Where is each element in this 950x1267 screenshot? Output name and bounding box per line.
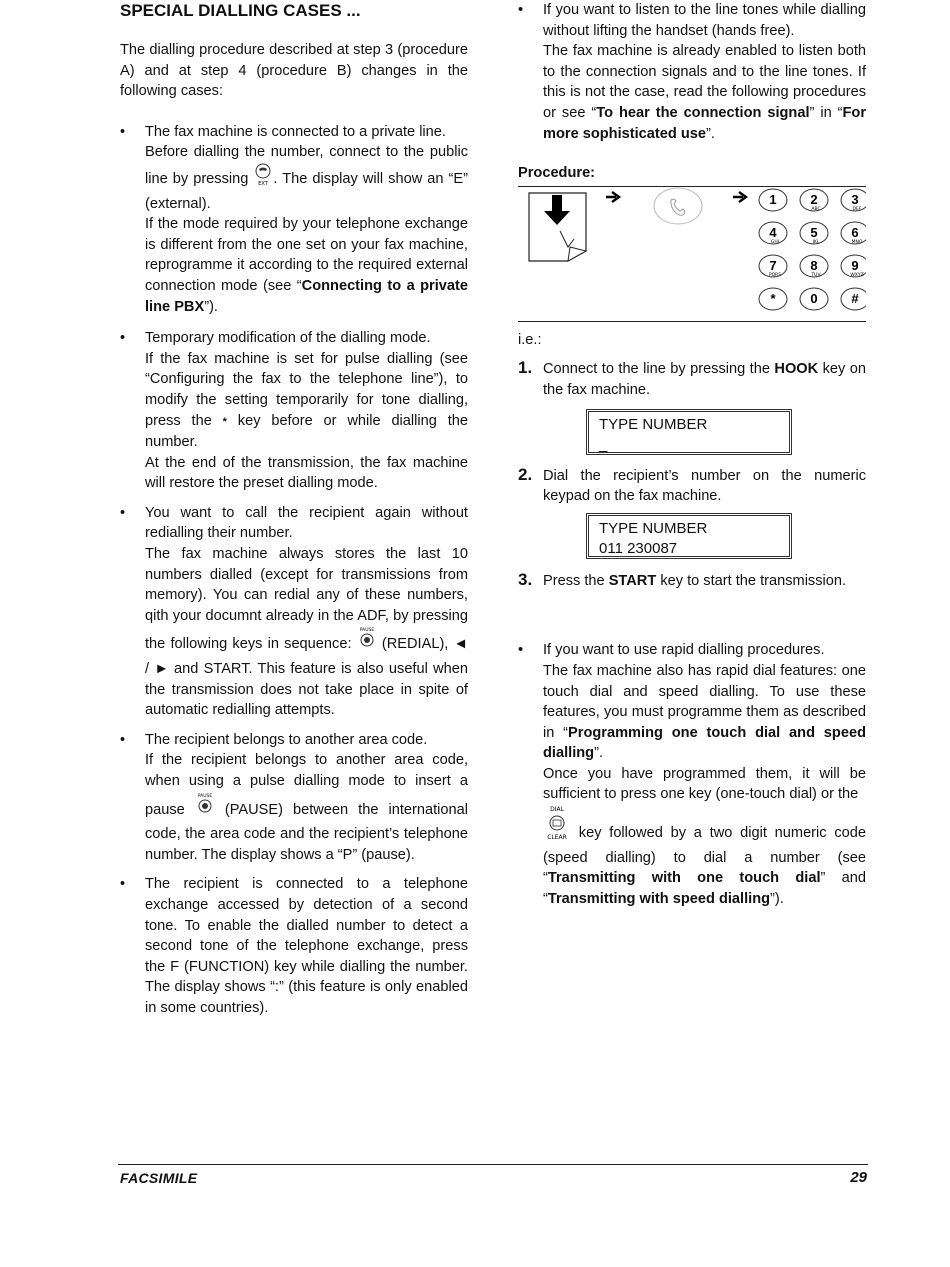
bullet-second-tone: • The recipient is connected to a telephone exchange accessed by detection of a second tone. To enable the dialled number to detect a second tone of the telephone exchange, press the F (FUNCTION) key while dialling the number. The display shows “:” (this feature is only enabled in some countries). [120,874,468,1018]
ref-speed-dialling: Transmitting with speed dialling [547,890,771,907]
keypad-key-star [759,288,787,310]
start-key-ref: START [608,572,657,589]
svg-text:PAUSE: PAUSE [197,793,213,799]
numeric-keypad [759,189,866,310]
keypad-key-letters: DEF [852,206,862,212]
keypad-key-3 [841,189,866,212]
keypad-key-label: 9 [851,257,859,273]
hook-key-icon [654,188,702,224]
keypad-key-label: 1 [769,191,777,207]
lcd-display-2: TYPE NUMBER 011 230087 [586,513,792,559]
keypad-key-label: 5 [810,224,818,240]
keypad-key-letters: TUV [811,272,821,278]
keypad-key-2 [800,189,828,212]
keypad-key-hash [841,288,866,310]
bullet-lead: • The recipient belongs to another area code. [145,731,428,748]
ext-key-icon [253,163,273,194]
document-insert-icon [529,193,586,261]
keypad-key-5 [800,222,828,245]
bullet-redial: • You want to call the recipient again without redialling their number. The fax machine always stores the last 10 numbers dialled (except for transmissions from memory). You can redial any of these numbers, qith your documnt already in the ADF, by pressing the following keys in sequence: PAUSE (REDIAL), ◄ / ► and START. This feature is also useful when the transmission does not take place in spite of automatic redialling attempts. [120,503,468,721]
step-1: 1. Connect to the line by pressing the HOOK key on the fax machine. [518,358,866,398]
bullet-rapid-dialling: • If you want to use rapid dialling procedures. The fax machine also has rapid dial features: one touch dial and speed dialling. To use these features, you must programme them as described in “Programming one touch dial and speed dialling”. Once you have programmed them, it will be sufficient to press one key (one-touch dial) or the DIAL CLEAR key followed by a two digit numeric code (speed dialling) to dial a number (see “Transmitting with one touch dial” and “Transmitting with speed dialling”). [518,640,866,909]
section-title: SPECIAL DIALLING CASES ... [120,1,361,20]
dial-clear-key-icon [543,805,571,848]
ref-private-line: Connecting to a private line PBX [145,277,468,315]
keypad-key-letters: GHI [770,239,780,245]
bullet-lead: • Temporary modification of the dialling mode. [145,330,431,347]
star-key-icon: * [222,415,227,428]
step-2: 2. Dial the recipient’s number on the numeric keypad on the fax machine. [518,464,866,505]
arrow-right-icon [606,192,619,202]
procedure-diagram [518,186,866,322]
keypad-key-1 [759,189,787,211]
arrow-right-icon [733,192,746,202]
procedure-svg [518,187,866,321]
keypad-key-label: 6 [851,224,859,240]
keypad-key-label: 7 [769,257,777,273]
bullet-dialling-mode: • Temporary modification of the dialling mode. If the fax machine is set for pulse dialling (see “Configuring the fax to the telephone line”), to modify the setting temporarily for tone dialling, press the * key before or while dialling the number. At the end of the transmission, the fax machine will restore the preset dialling mode. [120,328,468,494]
bullet-hands-free: • If you want to listen to the line tones while dialling without lifting the handset (hands free). The fax machine is already enabled to listen both to the connection signals and to the line tones. If this is not the case, read the following procedures or see “To hear the connection signal” in “For more sophisticated use”. [518,0,866,144]
keypad-key-label: 4 [769,224,777,240]
intro-paragraph: The dialling procedure described at step 3 (procedure A) and at step 4 (procedure B) changes in the following cases: [120,42,468,100]
page-number: 29 [850,1169,867,1186]
keypad-key-letters: ABC [811,206,821,212]
keypad-key-9 [841,255,866,278]
keypad-key-0 [800,288,828,310]
keypad-key-label: * [770,290,776,306]
svg-text:EXT: EXT [258,180,269,187]
keypad-key-label: 3 [851,191,859,207]
keypad-key-letters: JKL [812,239,820,245]
keypad-key-label: 2 [810,191,818,207]
svg-text:DIAL: DIAL [550,806,564,814]
redial-key-icon [357,626,377,659]
bullet-lead: • If you want to use rapid dialling procedures. [543,642,825,659]
step-3: 3. Press the START key to start the transmission. [518,569,847,589]
svg-text:CLEAR: CLEAR [547,834,567,842]
keypad-key-label: # [851,290,859,306]
footer-section-name: FACSIMILE [120,1170,198,1186]
lcd-display-1: TYPE NUMBER _ [586,409,792,455]
keypad-key-letters: MNO [851,239,863,245]
svg-text:PAUSE: PAUSE [359,628,374,634]
keypad-key-7 [759,255,787,278]
keypad-key-label: 0 [810,290,818,306]
ref-one-touch: Transmitting with one touch dial [547,870,821,887]
left-column [120,0,468,1019]
procedure-label: Procedure: [518,165,596,182]
bullet-private-line: • The fax machine is connected to a private line. Before dialling the number, connect to the public line by pressing EXT . The display will show an “E” (external). If the mode required by your telephone exchange is different from the one set on your fax machine, reprogramme it according to the required external connection mode (see “Connecting to a private line PBX”). [120,122,468,317]
bullet-lead: • You want to call the recipient again without redialling their number. [145,504,468,542]
ref-connection-signal: To hear the connection signal [596,104,810,121]
ref-programming-dial: Programming one touch dial and speed dialling [543,724,866,762]
keypad-key-letters: WXYZ [850,272,864,278]
ref-sophisticated-use: For more sophisticated use [543,104,866,142]
keypad-key-8 [800,255,828,278]
bullet-area-code: • The recipient belongs to another area code. If the recipient belongs to another area code, when using a pulse dialling mode to insert a pause PAUSE (PAUSE) between the international code, the area code and the recipient’s telephone number. The display shows a “P” (pause). [120,730,468,866]
pause-key-icon [195,792,215,825]
keypad-key-4 [759,222,787,245]
ie-label: i.e.: [518,331,542,348]
keypad-key-letters: PQRS [768,272,782,278]
hook-key-ref: HOOK [774,361,819,378]
keypad-key-label: 8 [810,257,818,273]
right-column [518,0,866,909]
keypad-key-6 [841,222,866,245]
bullet-lead: • The fax machine is connected to a private line. [145,123,446,140]
footer-rule [118,1164,868,1165]
